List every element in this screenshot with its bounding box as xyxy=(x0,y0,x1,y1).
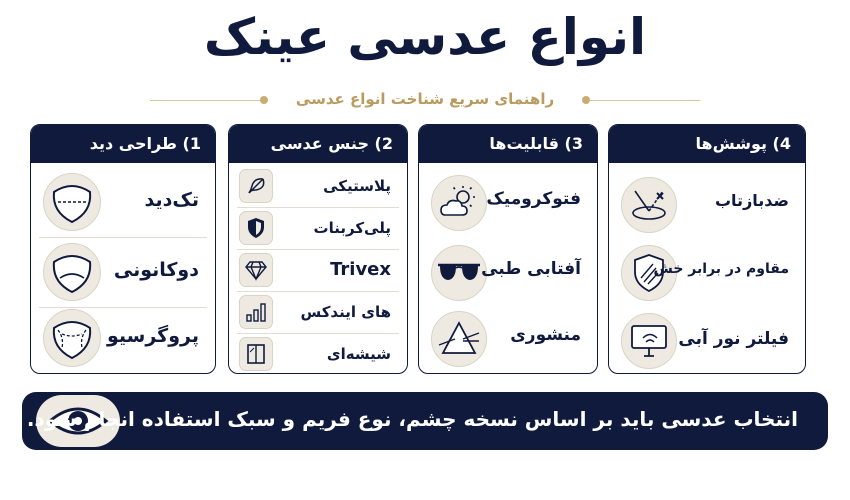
divider xyxy=(237,249,399,250)
item-label: پلاستیکی xyxy=(323,177,391,195)
list-item xyxy=(229,293,407,333)
list-item xyxy=(419,311,597,373)
list-item xyxy=(609,243,805,307)
list-item xyxy=(419,171,597,235)
card-vision-design xyxy=(30,124,216,374)
card-header: 2) جنس عدسی xyxy=(229,125,407,163)
sun-cloud-icon xyxy=(431,175,487,231)
item-label: فیلتر نور آبی xyxy=(678,329,789,349)
item-label: فتوکرومیک xyxy=(486,189,581,209)
list-item xyxy=(229,335,407,374)
divider xyxy=(237,207,399,208)
item-label: منشوری xyxy=(510,325,581,345)
subtitle: راهنمای سریع شناخت انواع عدسی xyxy=(295,90,555,108)
prism-icon xyxy=(431,311,487,367)
list-item xyxy=(229,209,407,249)
list-item xyxy=(609,173,805,237)
list-item xyxy=(229,167,407,207)
monitor-icon xyxy=(621,313,677,369)
subtitle-row xyxy=(150,90,700,110)
card-header: 4) پوشش‌ها xyxy=(609,125,805,163)
page-title: انواع عدسی عینک xyxy=(203,8,647,66)
item-label: آفتابی طبی xyxy=(481,259,581,279)
list-item xyxy=(609,313,805,374)
list-item xyxy=(229,251,407,291)
diamond-icon xyxy=(239,253,273,287)
divider xyxy=(237,291,399,292)
footer-banner xyxy=(22,392,828,450)
item-label: مقاوم در برابر خش xyxy=(653,261,789,277)
item-label: دوکانونی xyxy=(113,259,199,281)
card-coatings xyxy=(608,124,806,374)
single-vision-lens-icon xyxy=(43,173,101,231)
divider xyxy=(237,333,399,334)
card-features xyxy=(418,124,598,374)
bifocal-lens-icon xyxy=(43,243,101,301)
item-label: تک‌دید xyxy=(144,189,199,211)
item-label: پلی‌کربنات xyxy=(313,219,391,237)
footer-text: انتخاب عدسی باید بر اساس نسخه چشم، نوع فریم و سبک استفاده انجام شود. xyxy=(26,407,798,431)
item-label: ضدبازتاب xyxy=(714,191,789,210)
subtitle-dot-left xyxy=(260,96,268,104)
card-header: 3) قابلیت‌ها xyxy=(419,125,597,163)
list-item xyxy=(31,241,215,305)
item-label: شیشه‌ای xyxy=(326,345,391,363)
divider xyxy=(39,307,207,308)
progressive-lens-icon xyxy=(43,309,101,367)
bar-chart-icon xyxy=(239,295,273,329)
item-label: پروگرسیو xyxy=(107,325,199,347)
subtitle-divider-left xyxy=(150,100,260,101)
feather-icon xyxy=(239,169,273,203)
shield-icon xyxy=(239,211,273,245)
item-label: های ایندکس xyxy=(300,303,391,321)
list-item xyxy=(31,169,215,233)
card-lens-material xyxy=(228,124,408,374)
card-header: 1) طراحی دید xyxy=(31,125,215,163)
list-item xyxy=(419,243,597,307)
item-label: Trivex xyxy=(330,259,391,280)
subtitle-dot-right xyxy=(582,96,590,104)
subtitle-divider-right xyxy=(590,100,700,101)
divider xyxy=(39,237,207,238)
window-icon xyxy=(239,337,273,371)
anti-reflection-icon xyxy=(621,177,677,233)
sunglasses-icon xyxy=(431,245,487,301)
list-item xyxy=(31,309,215,373)
